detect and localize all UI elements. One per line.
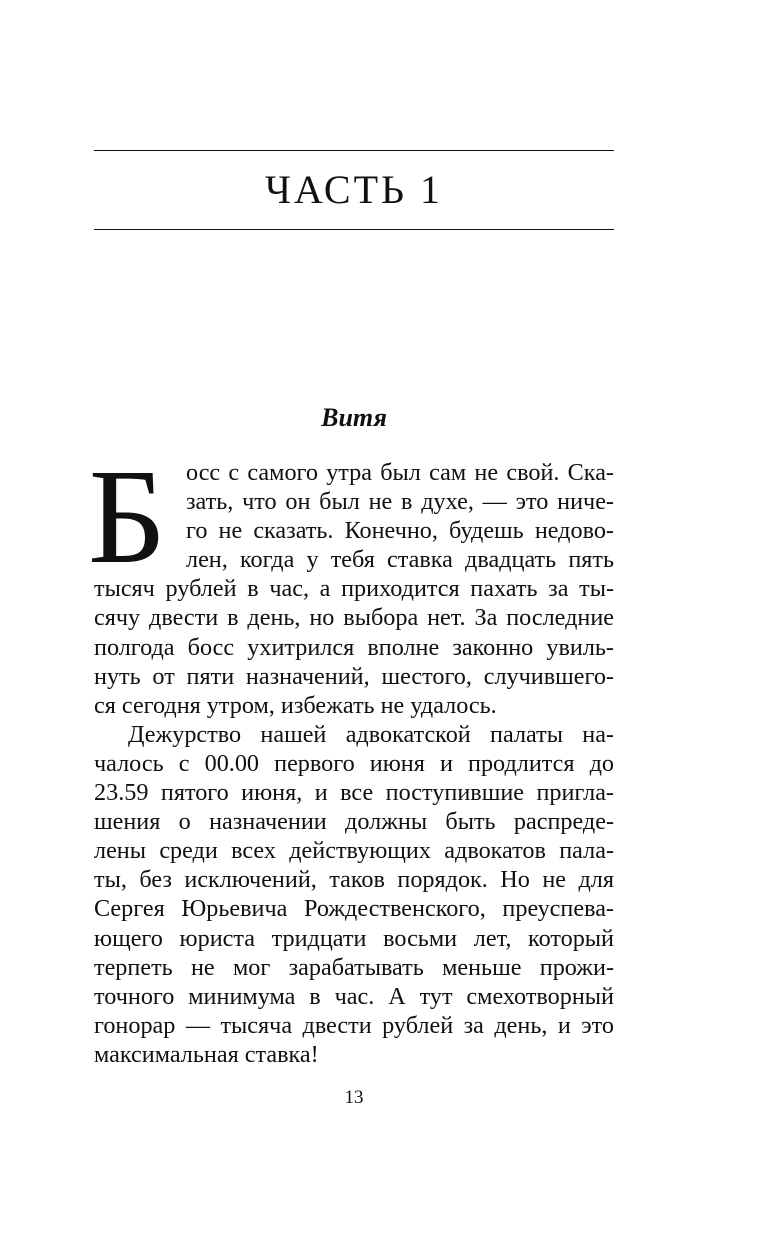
text-line: шения о назначении должны быть распреде- [94,808,614,836]
text-line: зать, что он был не в духе, — это ниче- [186,488,614,516]
text-line: сячу двести в день, но выбора нет. За последние [94,604,614,632]
text-line: ся сегодня утром, избежать не удалось. [94,691,497,719]
text-line: лены среди всех действующих адвокатов пала- [94,837,614,865]
text-line: 23.59 пятого июня, и все поступившие пригла- [94,779,614,807]
text-line: го не сказать. Конечно, будешь недово- [186,517,614,545]
part-title: ЧАСТЬ 1 [265,167,443,212]
text-line: полгода босс ухитрился вполне законно увиль- [94,633,614,661]
text-line: терпеть не мог зарабатывать меньше прожи- [94,953,614,981]
text-line: осс с самого утра был сам не свой. Ска- [186,459,614,486]
text-line: ющего юриста тридцати восьми лет, который [94,924,614,952]
text-line: тысяч рублей в час, а приходится пахать за ты- [94,575,614,603]
text-line: гонорар — тысяча двести рублей за день, и это [94,1011,614,1039]
text-line: Дежурство нашей адвокатской палаты на- [128,720,614,748]
drop-cap: Б [88,442,167,592]
body-text [94,458,614,1069]
chapter-title: Витя [321,403,387,432]
top-rule [94,150,614,151]
text-line: нуть от пяти назначений, шестого, случившего- [94,662,614,690]
bottom-rule [94,229,614,230]
text-line: Сергея Юрьевича Рождественского, преуспева- [94,895,614,923]
text-line: чалось с 00.00 первого июня и продлится до [94,749,614,777]
page-number: 13 [344,1087,364,1108]
text-line: ты, без исключений, таков порядок. Но не для [94,866,614,894]
text-line: точного минимума в час. А тут смехотворный [94,982,614,1010]
text-line: лен, когда у тебя ставка двадцать пять [186,546,614,574]
text-line: максимальная ставка! [94,1040,319,1068]
